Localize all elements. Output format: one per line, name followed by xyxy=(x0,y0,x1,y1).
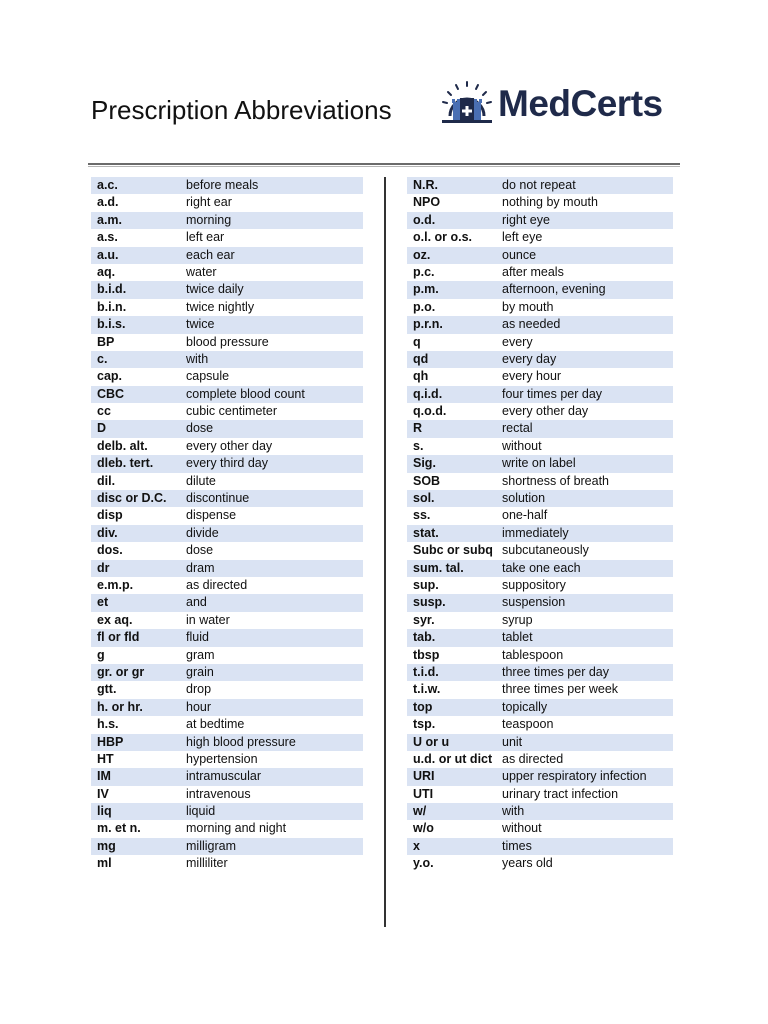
abbreviation-term: y.o. xyxy=(413,856,434,871)
abbreviation-meaning: topically xyxy=(502,699,548,714)
abbreviation-meaning: upper respiratory infection xyxy=(502,769,647,784)
abbreviation-row xyxy=(91,455,363,472)
abbreviation-meaning: as directed xyxy=(502,751,564,766)
abbreviation-meaning: rectal xyxy=(502,421,533,436)
abbreviation-term: BP xyxy=(97,334,115,349)
abbreviation-row xyxy=(91,820,363,837)
abbreviation-row xyxy=(407,594,673,611)
abbreviation-term: h. or hr. xyxy=(97,699,143,714)
page-title: Prescription Abbreviations xyxy=(91,95,392,125)
abbreviation-row xyxy=(407,647,673,664)
abbreviation-term: D xyxy=(97,421,107,436)
abbreviation-term: q.i.d. xyxy=(413,386,443,401)
abbreviation-meaning: in water xyxy=(186,612,230,627)
abbreviation-term: dos. xyxy=(97,543,123,558)
abbreviation-term: b.i.d. xyxy=(97,282,127,297)
abbreviation-row xyxy=(91,664,363,681)
abbreviation-term: tbsp xyxy=(413,647,440,662)
abbreviation-term: cc xyxy=(97,404,111,419)
abbreviation-row xyxy=(407,734,673,751)
abbreviation-row xyxy=(407,490,673,507)
abbreviation-term: div. xyxy=(97,525,118,540)
abbreviation-row xyxy=(407,334,673,351)
abbreviation-row xyxy=(91,438,363,455)
abbreviation-meaning: times xyxy=(502,838,532,853)
abbreviation-row xyxy=(91,490,363,507)
abbreviation-term: qd xyxy=(413,351,429,366)
abbreviation-meaning: every other day xyxy=(186,438,273,453)
abbreviation-row xyxy=(407,177,673,194)
abbreviation-row xyxy=(407,264,673,281)
abbreviation-row xyxy=(407,386,673,403)
abbreviation-term: et xyxy=(97,595,109,610)
abbreviation-row xyxy=(407,455,673,472)
abbreviation-term: ss. xyxy=(413,508,431,523)
abbreviation-row xyxy=(407,716,673,733)
abbreviation-meaning: gram xyxy=(186,647,215,662)
abbreviation-term: qh xyxy=(413,369,429,384)
abbreviation-term: h.s. xyxy=(97,717,119,732)
abbreviation-meaning: milligram xyxy=(186,838,236,853)
abbreviation-row xyxy=(407,229,673,246)
abbreviation-row xyxy=(91,803,363,820)
abbreviation-row xyxy=(407,351,673,368)
abbreviation-meaning: at bedtime xyxy=(186,717,245,732)
abbreviation-row xyxy=(91,247,363,264)
abbreviation-term: a.s. xyxy=(97,230,118,245)
column-divider xyxy=(384,177,386,927)
abbreviation-row xyxy=(407,316,673,333)
abbreviation-row xyxy=(91,212,363,229)
abbreviation-meaning: subcutaneously xyxy=(502,543,589,558)
abbreviation-row xyxy=(91,594,363,611)
abbreviation-meaning: fluid xyxy=(186,630,209,645)
abbreviation-meaning: capsule xyxy=(186,369,230,384)
abbreviation-meaning: one-half xyxy=(502,508,548,523)
abbreviation-row xyxy=(91,473,363,490)
abbreviation-row xyxy=(91,838,363,855)
abbreviation-term: SOB xyxy=(413,473,441,488)
abbreviation-meaning: teaspoon xyxy=(502,717,554,732)
abbreviation-meaning: with xyxy=(502,804,525,819)
abbreviation-meaning: twice xyxy=(186,317,215,332)
abbreviation-term: x xyxy=(413,838,420,853)
abbreviation-term: t.i.w. xyxy=(413,682,441,697)
abbreviation-meaning: dispense xyxy=(186,508,237,523)
abbreviation-meaning: every hour xyxy=(502,369,562,384)
abbreviation-row xyxy=(407,473,673,490)
abbreviation-meaning: right eye xyxy=(502,212,550,227)
abbreviation-meaning: by mouth xyxy=(502,299,554,314)
abbreviation-meaning: hypertension xyxy=(186,751,258,766)
abbreviation-term: m. et n. xyxy=(97,821,141,836)
abbreviation-row xyxy=(91,351,363,368)
castle-cross-icon xyxy=(440,80,494,128)
abbreviation-row xyxy=(91,420,363,437)
abbreviation-row xyxy=(91,855,363,872)
abbreviation-row xyxy=(407,838,673,855)
abbreviation-meaning: suppository xyxy=(502,577,566,592)
header-rule-thin xyxy=(88,166,680,167)
abbreviation-term: s. xyxy=(413,438,424,453)
abbreviation-term: sol. xyxy=(413,491,435,506)
abbreviation-meaning: every xyxy=(502,334,533,349)
abbreviation-term: b.i.n. xyxy=(97,299,127,314)
abbreviation-term: g xyxy=(97,647,105,662)
brand-name: MedCerts xyxy=(498,83,663,124)
abbreviation-term: mg xyxy=(97,838,116,853)
abbreviation-meaning: each ear xyxy=(186,247,235,262)
abbreviation-term: IM xyxy=(97,769,111,784)
abbreviation-row xyxy=(407,507,673,524)
header-rule xyxy=(88,163,680,165)
abbreviation-term: HT xyxy=(97,751,114,766)
abbreviation-meaning: morning xyxy=(186,212,232,227)
abbreviation-meaning: water xyxy=(186,264,217,279)
abbreviation-term: top xyxy=(413,699,433,714)
abbreviation-term: disc or D.C. xyxy=(97,491,167,506)
abbreviation-term: c. xyxy=(97,351,108,366)
abbreviation-term: cap. xyxy=(97,369,123,384)
abbreviation-meaning: before meals xyxy=(186,178,259,192)
abbreviation-row xyxy=(91,368,363,385)
abbreviation-term: oz. xyxy=(413,247,431,262)
abbreviation-term: gr. or gr xyxy=(97,664,145,679)
abbreviation-meaning: every other day xyxy=(502,404,589,419)
abbreviation-row xyxy=(91,386,363,403)
abbreviation-meaning: as directed xyxy=(186,577,248,592)
abbreviation-term: disp xyxy=(97,508,123,523)
abbreviation-term: liq xyxy=(97,804,112,819)
abbreviation-row xyxy=(91,734,363,751)
abbreviation-row xyxy=(407,420,673,437)
abbreviation-meaning: without xyxy=(502,821,542,836)
abbreviation-row xyxy=(407,612,673,629)
abbreviation-row xyxy=(91,612,363,629)
abbreviation-meaning: right ear xyxy=(186,195,232,210)
abbreviation-term: HBP xyxy=(97,734,124,749)
abbreviation-term: tab. xyxy=(413,630,436,645)
abbreviation-row xyxy=(407,368,673,385)
abbreviation-row xyxy=(91,316,363,333)
abbreviation-term: ml xyxy=(97,856,112,871)
abbreviation-meaning: do not repeat xyxy=(502,178,576,192)
abbreviation-row xyxy=(91,264,363,281)
abbreviation-row xyxy=(407,768,673,785)
abbreviation-term: dil. xyxy=(97,473,116,488)
abbreviation-row xyxy=(407,542,673,559)
abbreviation-row xyxy=(407,281,673,298)
abbreviation-meaning: afternoon, evening xyxy=(502,282,606,297)
brand-logo xyxy=(440,80,663,128)
abbreviation-row xyxy=(91,577,363,594)
abbreviation-row xyxy=(407,212,673,229)
abbreviation-meaning: blood pressure xyxy=(186,334,269,349)
abbreviation-row xyxy=(91,229,363,246)
abbreviation-meaning: years old xyxy=(502,856,553,871)
abbreviation-row xyxy=(407,577,673,594)
abbreviation-row xyxy=(407,855,673,872)
abbreviation-row xyxy=(91,403,363,420)
abbreviation-term: N.R. xyxy=(413,178,438,192)
abbreviation-row xyxy=(407,525,673,542)
abbreviation-row xyxy=(91,281,363,298)
abbreviation-meaning: dilute xyxy=(186,473,216,488)
abbreviation-row xyxy=(91,525,363,542)
abbreviation-term: ex aq. xyxy=(97,612,133,627)
abbreviation-term: w/ xyxy=(413,804,427,819)
abbreviation-row xyxy=(407,194,673,211)
abbreviation-term: susp. xyxy=(413,595,446,610)
abbreviation-row xyxy=(91,751,363,768)
abbreviation-meaning: every day xyxy=(502,351,557,366)
abbreviation-meaning: divide xyxy=(186,525,219,540)
abbreviation-meaning: twice nightly xyxy=(186,299,255,314)
abbreviation-meaning: intravenous xyxy=(186,786,251,801)
abbreviation-meaning: syrup xyxy=(502,612,533,627)
abbreviation-meaning: and xyxy=(186,595,207,610)
abbreviation-meaning: left eye xyxy=(502,230,543,245)
abbreviation-row xyxy=(91,560,363,577)
abbreviation-meaning: drop xyxy=(186,682,212,697)
left-abbreviation-column xyxy=(91,177,363,873)
abbreviation-term: b.i.s. xyxy=(97,317,126,332)
abbreviation-term: sup. xyxy=(413,577,439,592)
abbreviation-meaning: milliliter xyxy=(186,856,228,871)
abbreviation-term: sum. tal. xyxy=(413,560,464,575)
abbreviation-row xyxy=(407,803,673,820)
abbreviation-meaning: after meals xyxy=(502,264,564,279)
abbreviation-row xyxy=(91,768,363,785)
abbreviation-term: fl or fld xyxy=(97,630,140,645)
abbreviation-row xyxy=(91,334,363,351)
abbreviation-term: CBC xyxy=(97,386,125,401)
abbreviation-term: o.d. xyxy=(413,212,436,227)
abbreviation-row xyxy=(407,681,673,698)
abbreviation-row xyxy=(91,647,363,664)
abbreviation-term: o.l. or o.s. xyxy=(413,230,473,245)
abbreviation-row xyxy=(407,560,673,577)
abbreviation-meaning: nothing by mouth xyxy=(502,195,598,210)
abbreviation-term: syr. xyxy=(413,612,435,627)
abbreviation-meaning: unit xyxy=(502,734,523,749)
abbreviation-meaning: urinary tract infection xyxy=(502,786,619,801)
abbreviation-row xyxy=(91,507,363,524)
abbreviation-term: NPO xyxy=(413,195,441,210)
abbreviation-term: tsp. xyxy=(413,717,436,732)
abbreviation-term: a.u. xyxy=(97,247,119,262)
abbreviation-term: w/o xyxy=(413,821,434,836)
abbreviation-term: a.m. xyxy=(97,212,123,227)
abbreviation-meaning: tablespoon xyxy=(502,647,564,662)
abbreviation-meaning: immediately xyxy=(502,525,569,540)
abbreviation-term: p.o. xyxy=(413,299,436,314)
abbreviation-term: aq. xyxy=(97,264,116,279)
abbreviation-row xyxy=(407,699,673,716)
right-abbreviation-column xyxy=(407,177,673,873)
abbreviation-meaning: with xyxy=(186,351,209,366)
abbreviation-meaning: high blood pressure xyxy=(186,734,296,749)
abbreviation-term: IV xyxy=(97,786,109,801)
abbreviation-meaning: discontinue xyxy=(186,491,250,506)
abbreviation-term: Subc or subq xyxy=(413,543,493,558)
abbreviation-row xyxy=(407,786,673,803)
abbreviation-row xyxy=(407,664,673,681)
abbreviation-meaning: cubic centimeter xyxy=(186,404,278,419)
abbreviation-term: p.c. xyxy=(413,264,435,279)
abbreviation-term: stat. xyxy=(413,525,439,540)
abbreviation-meaning: as needed xyxy=(502,317,561,332)
abbreviation-meaning: every third day xyxy=(186,456,268,471)
abbreviation-meaning: three times per day xyxy=(502,664,609,679)
abbreviation-row xyxy=(91,786,363,803)
abbreviation-row xyxy=(407,403,673,420)
abbreviation-term: q xyxy=(413,334,421,349)
abbreviation-term: p.m. xyxy=(413,282,439,297)
abbreviation-meaning: complete blood count xyxy=(186,386,305,401)
abbreviation-term: a.c. xyxy=(97,178,118,192)
abbreviation-term: Sig. xyxy=(413,456,436,471)
abbreviation-row xyxy=(407,438,673,455)
abbreviation-row xyxy=(407,820,673,837)
abbreviation-row xyxy=(91,177,363,194)
abbreviation-term: U or u xyxy=(413,734,450,749)
abbreviation-row xyxy=(407,751,673,768)
abbreviation-meaning: ounce xyxy=(502,247,537,262)
abbreviation-meaning: solution xyxy=(502,491,546,506)
abbreviation-meaning: dose xyxy=(186,421,214,436)
abbreviation-term: delb. alt. xyxy=(97,438,148,453)
abbreviation-meaning: take one each xyxy=(502,560,581,575)
abbreviation-row xyxy=(91,542,363,559)
abbreviation-meaning: twice daily xyxy=(186,282,244,297)
abbreviation-row xyxy=(91,699,363,716)
abbreviation-meaning: write on label xyxy=(502,456,576,471)
abbreviation-row xyxy=(91,629,363,646)
abbreviation-term: R xyxy=(413,421,423,436)
abbreviation-term: UTI xyxy=(413,786,434,801)
abbreviation-meaning: suspension xyxy=(502,595,566,610)
abbreviation-row xyxy=(91,299,363,316)
abbreviation-meaning: three times per week xyxy=(502,682,619,697)
abbreviation-meaning: liquid xyxy=(186,804,216,819)
abbreviation-term: p.r.n. xyxy=(413,317,443,332)
abbreviation-term: gtt. xyxy=(97,682,117,697)
abbreviation-meaning: left ear xyxy=(186,230,225,245)
abbreviation-meaning: four times per day xyxy=(502,386,603,401)
abbreviation-meaning: shortness of breath xyxy=(502,473,610,488)
abbreviation-row xyxy=(407,247,673,264)
abbreviation-row xyxy=(407,629,673,646)
abbreviation-meaning: dram xyxy=(186,560,215,575)
abbreviation-meaning: hour xyxy=(186,699,212,714)
abbreviation-row xyxy=(91,681,363,698)
abbreviation-row xyxy=(91,716,363,733)
abbreviation-meaning: intramuscular xyxy=(186,769,262,784)
abbreviation-term: u.d. or ut dict xyxy=(413,751,493,766)
abbreviation-meaning: grain xyxy=(186,664,214,679)
abbreviation-row xyxy=(91,194,363,211)
abbreviation-term: URI xyxy=(413,769,435,784)
abbreviation-meaning: tablet xyxy=(502,630,533,645)
abbreviation-meaning: dose xyxy=(186,543,214,558)
abbreviation-term: dr xyxy=(97,560,110,575)
abbreviation-term: t.i.d. xyxy=(413,664,439,679)
abbreviation-term: e.m.p. xyxy=(97,577,134,592)
abbreviation-term: a.d. xyxy=(97,195,119,210)
abbreviation-meaning: without xyxy=(502,438,542,453)
abbreviation-term: q.o.d. xyxy=(413,404,447,419)
abbreviation-row xyxy=(407,299,673,316)
abbreviation-meaning: morning and night xyxy=(186,821,287,836)
abbreviation-term: dleb. tert. xyxy=(97,456,154,471)
